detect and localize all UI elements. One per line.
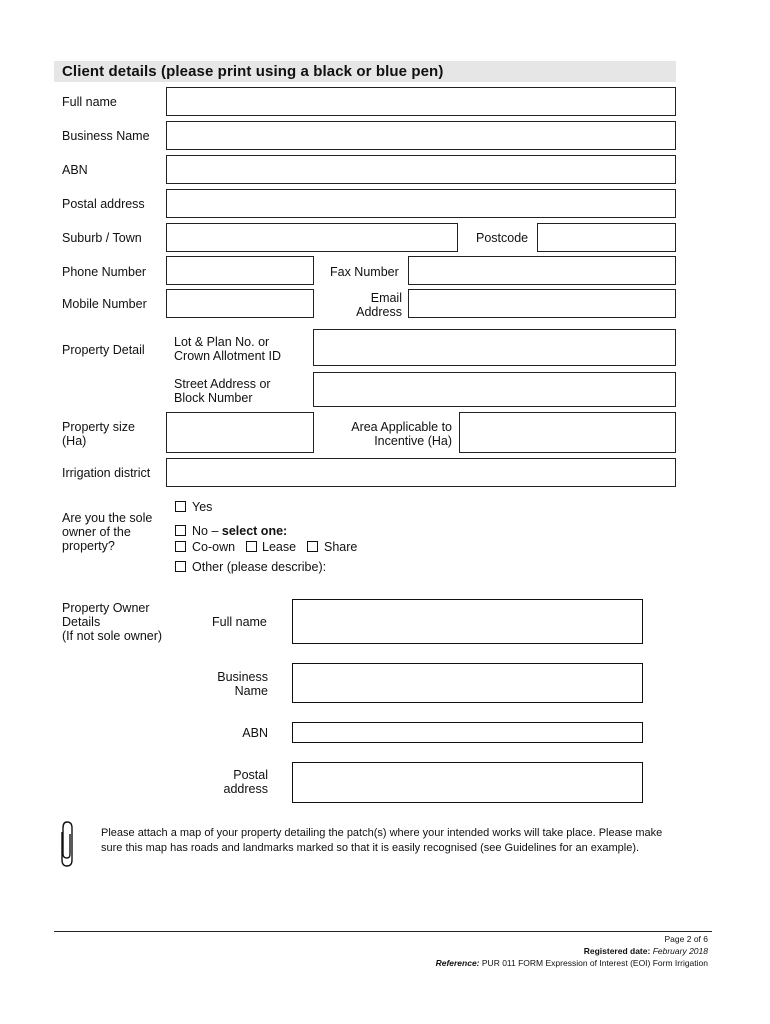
email-label-line1: Email	[370, 291, 402, 305]
note-line2: sure this map has roads and landmarks marked so that it is easily recognised (see Guidelines for an example).	[101, 842, 640, 854]
section-header	[54, 61, 676, 82]
irrigation-district-field[interactable]	[166, 458, 676, 487]
business-name-field[interactable]	[166, 121, 676, 150]
owner-full-name-label: Full name	[212, 615, 267, 629]
question-line2: owner of the	[62, 525, 131, 539]
property-size-line1: Property size	[62, 420, 135, 434]
property-size-line2: (Ha)	[62, 434, 87, 448]
irrigation-district-label: Irrigation district	[62, 466, 151, 480]
map-attachment-note	[101, 826, 721, 856]
lease-label: Lease	[262, 540, 297, 554]
street-line1: Street Address or	[174, 377, 271, 391]
lot-plan-label	[174, 335, 281, 363]
owner-abn-label: ABN	[242, 726, 268, 740]
abn-field[interactable]	[166, 155, 676, 184]
reference-label: Reference:	[435, 958, 480, 968]
lot-plan-field[interactable]	[313, 329, 676, 366]
share-label: Share	[324, 540, 358, 554]
area-line2: Incentive (Ha)	[374, 434, 452, 448]
registered-value: February 2018	[652, 946, 708, 956]
reference-value: PUR 011 FORM Expression of Interest (EOI) Form Irrigation	[481, 958, 708, 968]
property-size-field[interactable]	[166, 412, 314, 453]
area-applicable-field[interactable]	[459, 412, 676, 453]
question-line3: property?	[62, 539, 115, 553]
property-detail-label: Property Detail	[62, 343, 145, 357]
no-label	[192, 524, 287, 538]
suburb-town-label: Suburb / Town	[62, 231, 142, 245]
owner-postal-line2: address	[223, 782, 268, 796]
mobile-number-label: Mobile Number	[62, 297, 147, 311]
section-title: Client details (please print using a black or blue pen)	[62, 63, 444, 80]
postcode-label: Postcode	[476, 231, 529, 245]
owner-heading-line2: Details	[62, 615, 101, 629]
no-select-one: select one:	[221, 524, 288, 538]
area-line1: Area Applicable to	[351, 420, 452, 434]
owner-heading-line1: Property Owner	[62, 601, 150, 615]
full-name-field[interactable]	[166, 87, 676, 116]
owner-abn-field[interactable]	[292, 722, 643, 743]
postal-address-field[interactable]	[166, 189, 676, 218]
email-address-field[interactable]	[408, 289, 676, 318]
postcode-field[interactable]	[537, 223, 676, 252]
coown-label: Co-own	[192, 540, 236, 554]
owner-full-name-field[interactable]	[292, 599, 643, 644]
abn-label: ABN	[62, 163, 88, 177]
owner-postal-address-field[interactable]	[292, 762, 643, 803]
phone-number-label: Phone Number	[62, 265, 147, 279]
business-name-label: Business Name	[62, 129, 150, 143]
footer-registered	[584, 945, 708, 957]
other-label: Other (please describe):	[192, 560, 327, 574]
owner-business-line2: Name	[234, 684, 268, 698]
owner-business-name-field[interactable]	[292, 663, 643, 703]
area-applicable-label	[330, 420, 452, 448]
yes-checkbox[interactable]	[175, 501, 186, 512]
suburb-town-field[interactable]	[166, 223, 458, 252]
street-address-field[interactable]	[313, 372, 676, 407]
no-checkbox[interactable]	[175, 525, 186, 536]
owner-details-heading	[62, 601, 162, 643]
street-address-label	[174, 377, 271, 405]
registered-label: Registered date:	[583, 946, 651, 956]
email-label-line2: Address	[356, 305, 402, 319]
lease-checkbox[interactable]	[246, 541, 257, 552]
coown-checkbox[interactable]	[175, 541, 186, 552]
note-line1: Please attach a map of your property detailing the patch(s) where your intended works will take place. Please make	[101, 827, 663, 839]
question-line1: Are you the sole	[62, 511, 153, 525]
fax-number-field[interactable]	[408, 256, 676, 285]
footer-page: Page 2 of 6	[664, 934, 708, 944]
owner-postal-address-label	[200, 768, 268, 796]
other-checkbox[interactable]	[175, 561, 186, 572]
yes-label: Yes	[192, 500, 213, 514]
email-address-label	[330, 291, 402, 319]
full-name-label: Full name	[62, 95, 117, 109]
footer-reference	[436, 957, 708, 969]
property-size-label	[62, 420, 135, 448]
paperclip-icon	[58, 820, 76, 868]
owner-business-line1: Business	[217, 670, 268, 684]
postal-address-label: Postal address	[62, 197, 145, 211]
mobile-number-field[interactable]	[166, 289, 314, 318]
no-prefix: No –	[192, 524, 222, 538]
street-line2: Block Number	[174, 391, 253, 405]
owner-business-name-label	[200, 670, 268, 698]
owner-postal-line1: Postal	[233, 768, 268, 782]
footer-divider	[54, 931, 712, 932]
lot-plan-line2: Crown Allotment ID	[174, 349, 281, 363]
owner-heading-line3: (If not sole owner)	[62, 629, 163, 643]
share-checkbox[interactable]	[307, 541, 318, 552]
fax-number-label: Fax Number	[330, 265, 399, 279]
phone-number-field[interactable]	[166, 256, 314, 285]
sole-owner-question	[62, 511, 152, 553]
lot-plan-line1: Lot & Plan No. or	[174, 335, 270, 349]
